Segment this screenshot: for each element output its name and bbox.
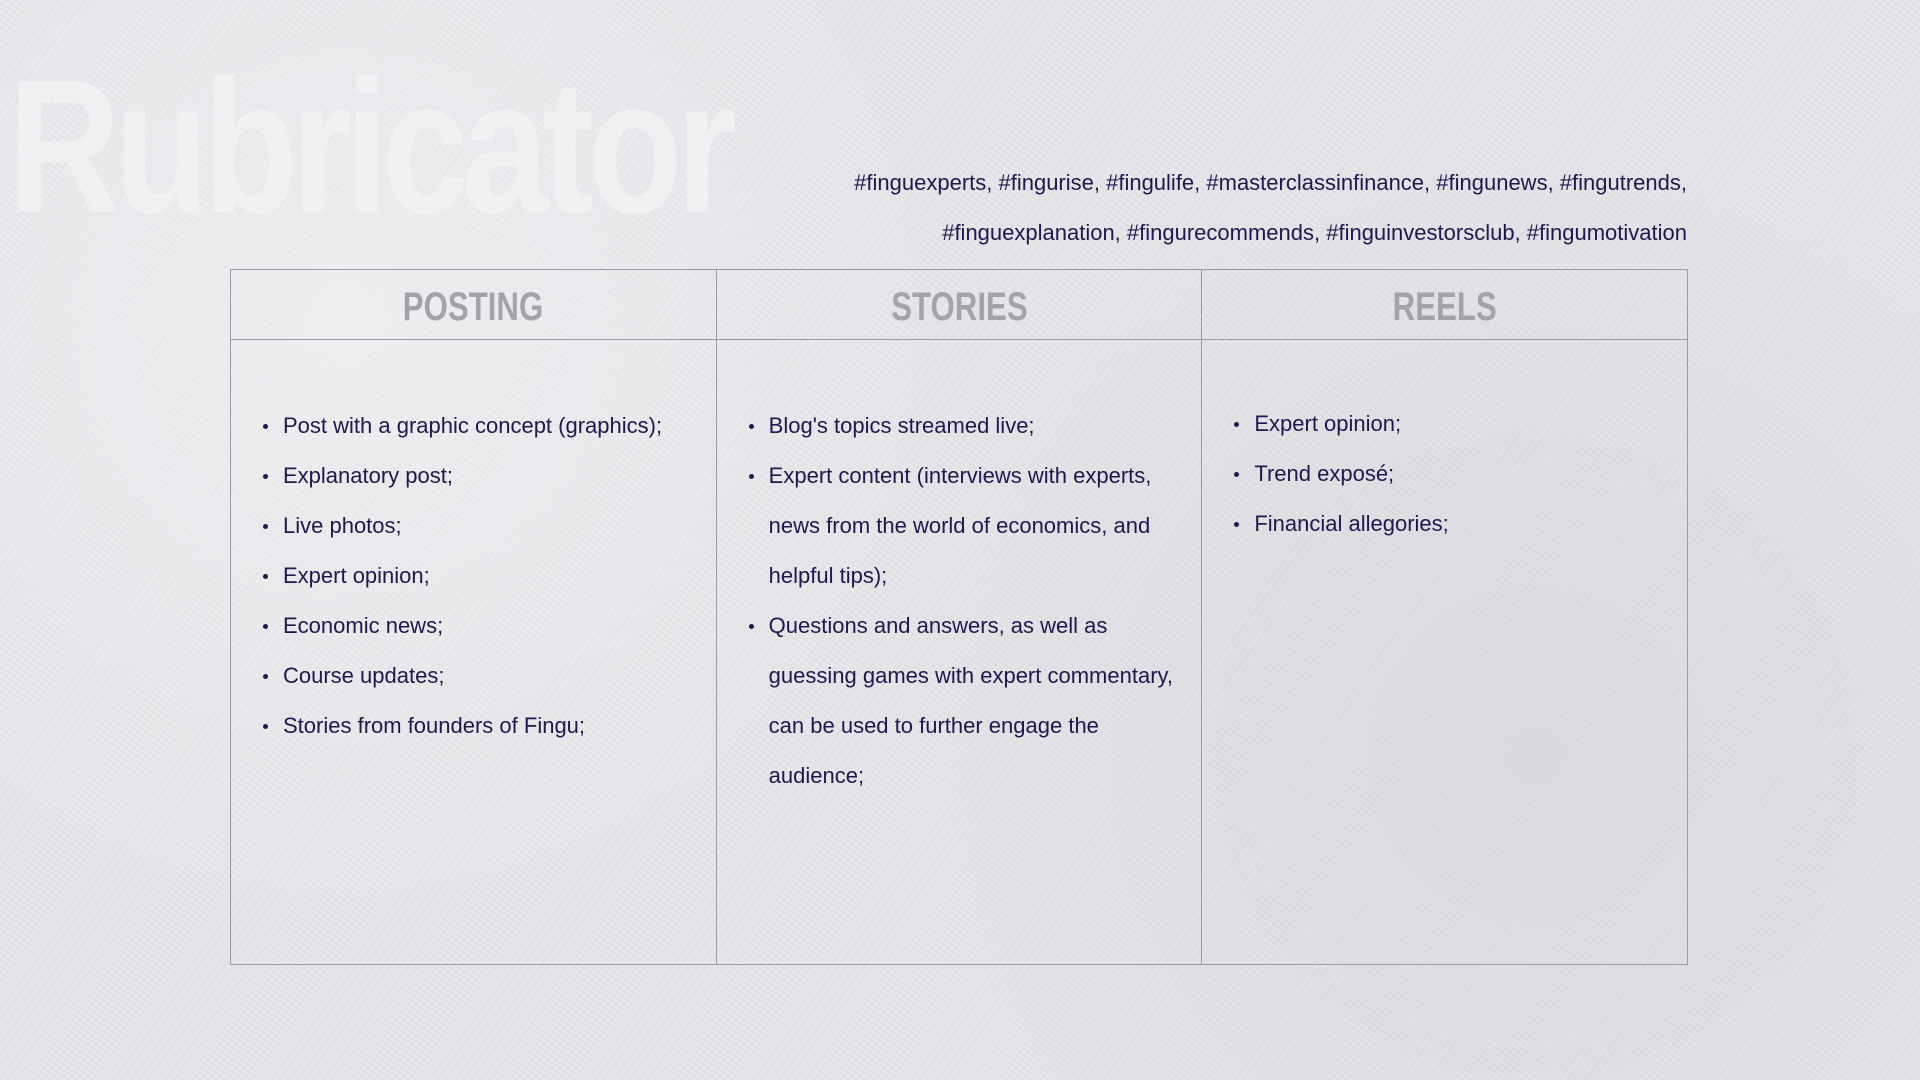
list-item: Financial allegories;: [1254, 499, 1663, 549]
hashtags-line: #finguexplanation, #fingurecommends, #finguinvestorsclub, #fingumotivation: [942, 220, 1687, 245]
list-item: Explanatory post;: [283, 451, 692, 501]
column-reels: [1201, 270, 1687, 964]
list-item: Questions and answers, as well as guessing games with expert commentary, can be used to further engage the audience;: [769, 601, 1178, 801]
column-header: [1202, 270, 1687, 340]
list-item: Live photos;: [283, 501, 692, 551]
column-body: [717, 340, 1202, 801]
column-header-label: POSTING: [403, 285, 544, 329]
list-item: Post with a graphic concept (graphics);: [283, 401, 692, 451]
bullet-list: [741, 401, 1178, 801]
list-item: Course updates;: [283, 651, 692, 701]
list-item: Blog's topics streamed live;: [769, 401, 1178, 451]
list-item: Expert content (interviews with experts, news from the world of economics, and helpful tips);: [769, 451, 1178, 601]
list-item: Economic news;: [283, 601, 692, 651]
list-item: Expert opinion;: [1254, 399, 1663, 449]
column-body: [231, 340, 716, 751]
column-posting: [231, 270, 716, 964]
column-header-label: REELS: [1392, 285, 1497, 329]
column-stories: [716, 270, 1202, 964]
bullet-list: [1226, 399, 1663, 549]
list-item: Trend exposé;: [1254, 449, 1663, 499]
column-body: [1202, 340, 1687, 549]
content-rubric-table: [230, 269, 1688, 965]
hashtags-block: [747, 158, 1687, 258]
column-header: [717, 270, 1202, 340]
page-title: Rubricator: [8, 41, 731, 253]
list-item: Stories from founders of Fingu;: [283, 701, 692, 751]
bullet-list: [255, 401, 692, 751]
list-item: Expert opinion;: [283, 551, 692, 601]
column-header-label: STORIES: [890, 285, 1028, 329]
hashtags-line: #finguexperts, #fingurise, #fingulife, #masterclassinfinance, #fingunews, #fingutrends,: [854, 170, 1687, 195]
column-header: [231, 270, 716, 340]
